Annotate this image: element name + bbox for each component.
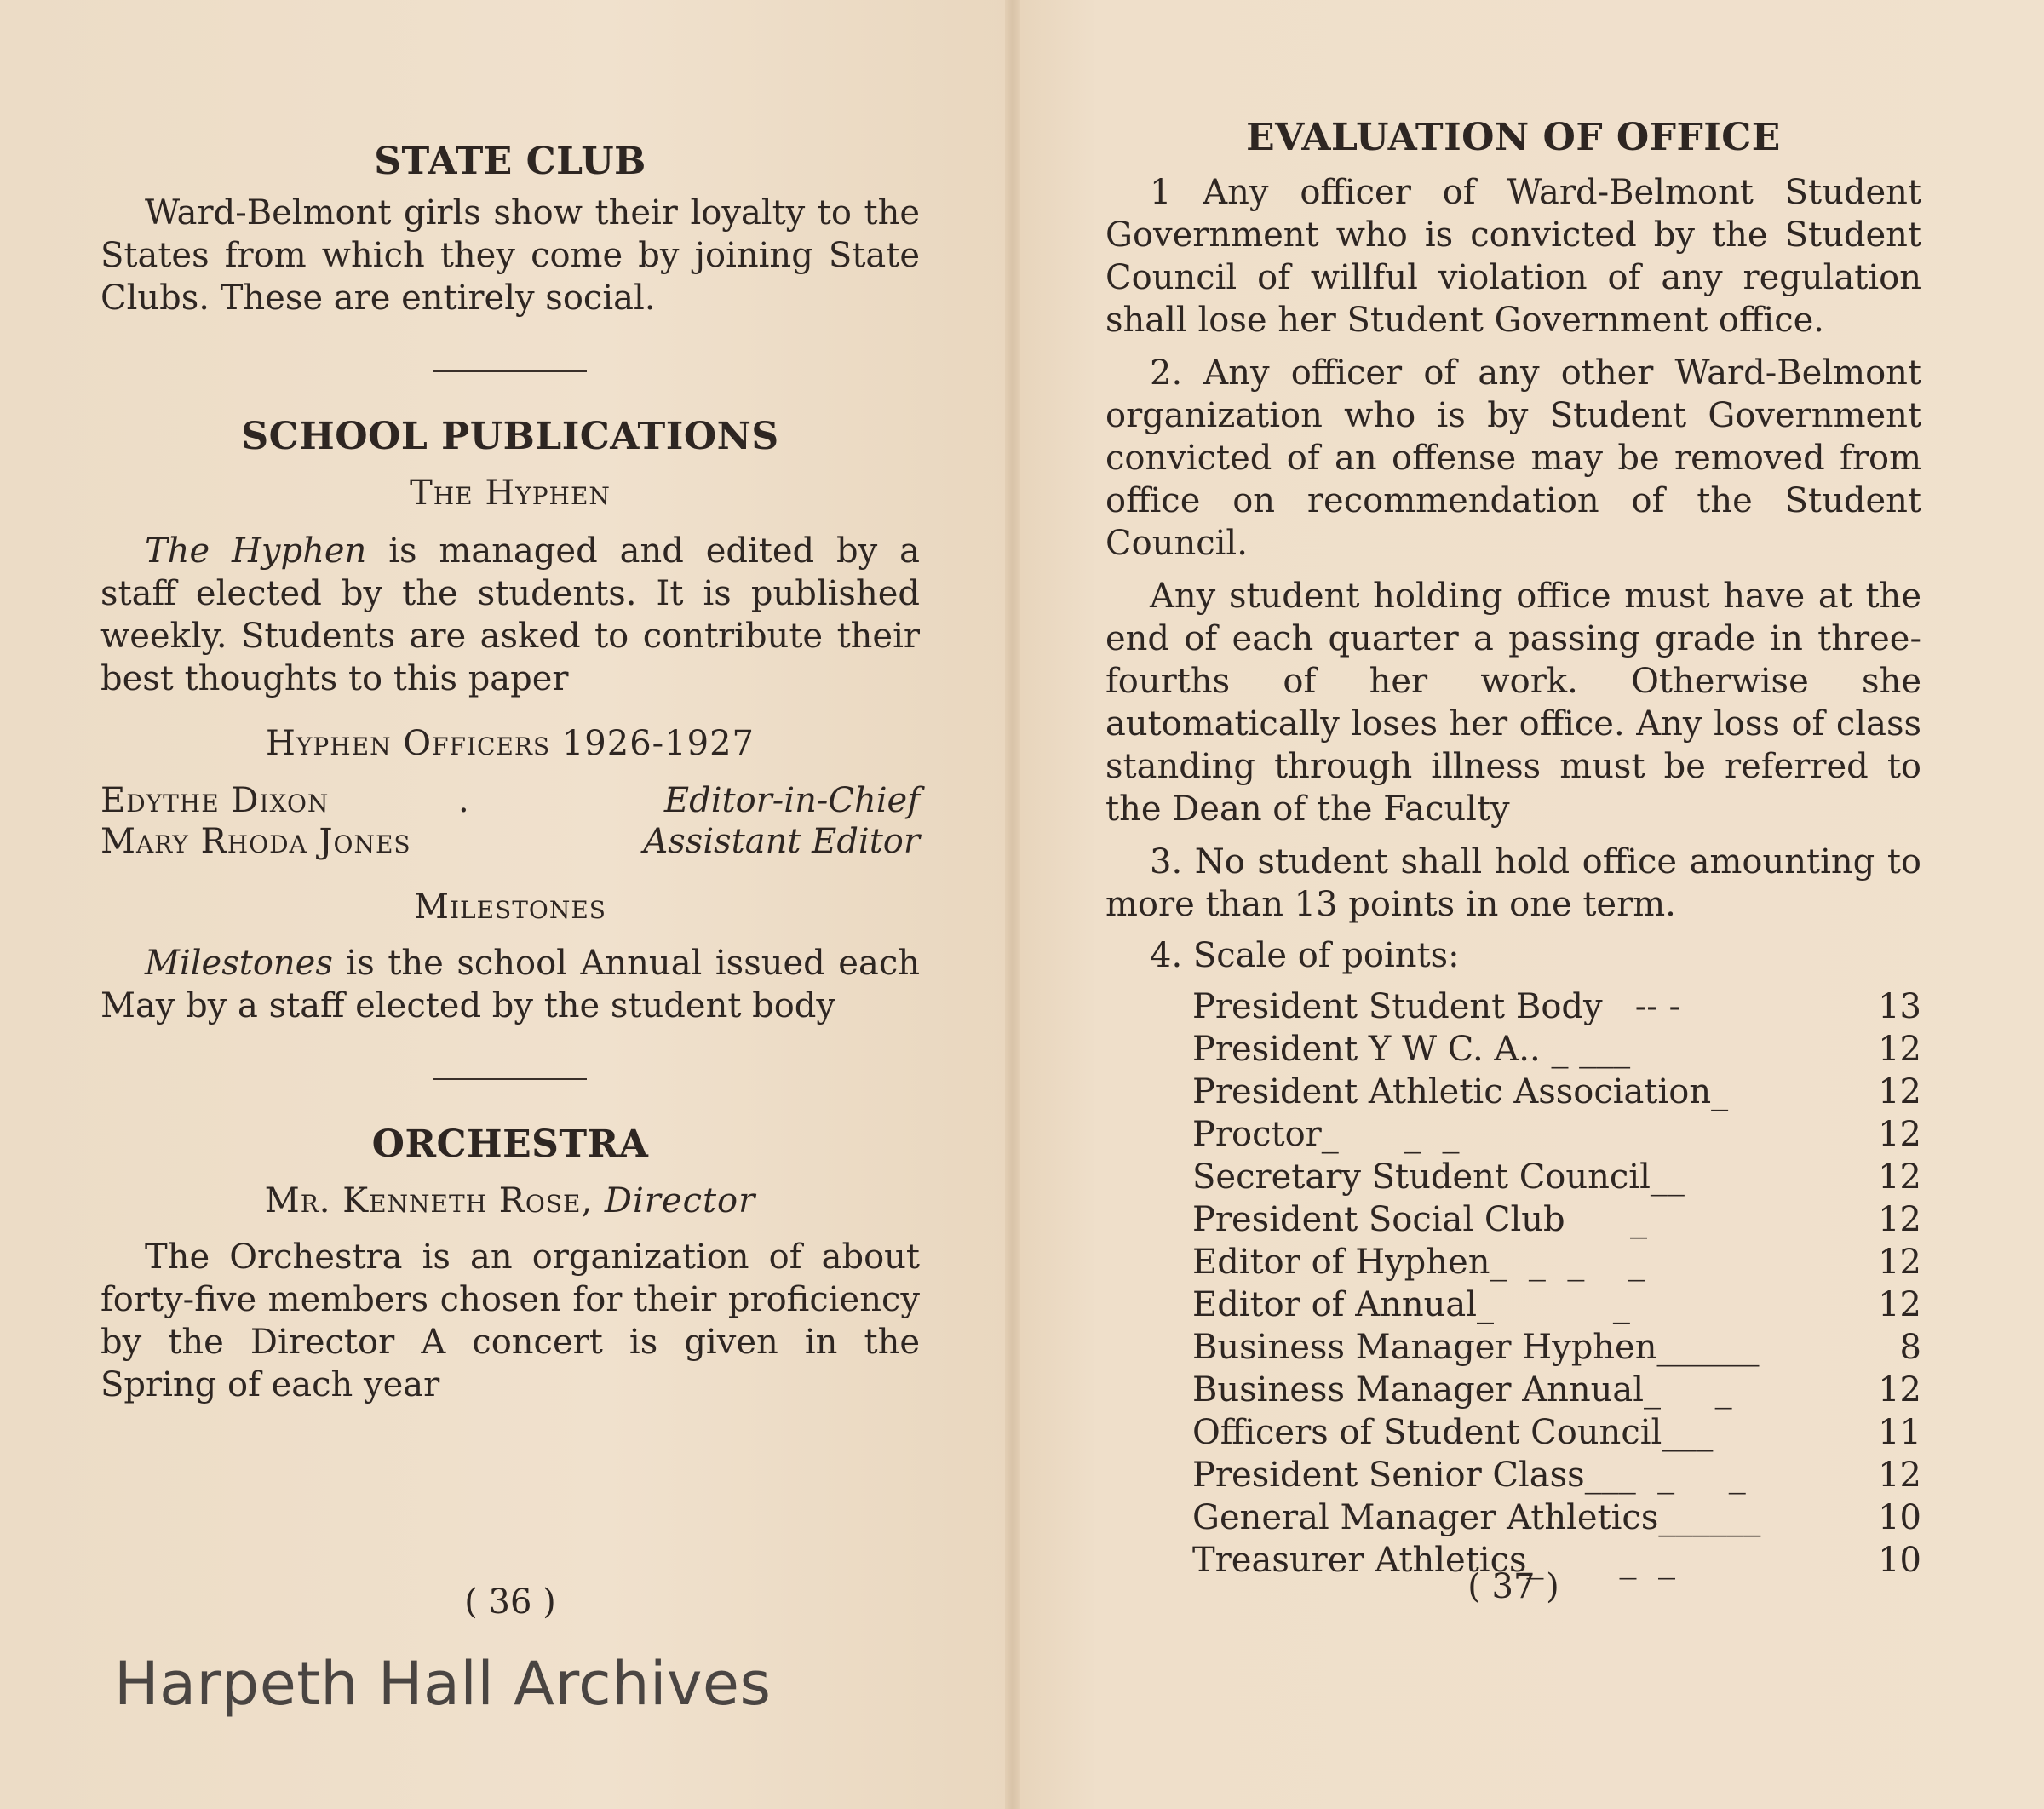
archive-watermark: Harpeth Hall Archives	[114, 1649, 772, 1719]
scale-label: Editor of Annual	[1192, 1285, 1478, 1324]
hyphen-subheading: The Hyphen	[410, 474, 611, 513]
milestones-subheading: Milestones	[414, 887, 606, 927]
orchestra-heading: ORCHESTRA	[371, 1123, 649, 1166]
page-number-right: ( 37 )	[1467, 1567, 1559, 1606]
officer-row	[100, 780, 920, 821]
left-page-content	[100, 128, 920, 1622]
scale-label: Secretary Student Council	[1192, 1157, 1651, 1197]
scale-leader: . _ ___	[1530, 1030, 1631, 1069]
scale-label: Business Manager Annual	[1192, 1370, 1645, 1410]
hyphen-officers-heading	[100, 724, 920, 763]
scale-leader: ______	[1656, 1328, 1760, 1367]
scale-leader: _	[1565, 1200, 1647, 1239]
scale-row	[1192, 1113, 1921, 1156]
scale-row	[1192, 1369, 1921, 1411]
scale-row	[1192, 1411, 1921, 1454]
officer-role: Editor-in-Chief	[663, 781, 920, 820]
section-divider	[433, 1078, 587, 1080]
scale-points: 12	[1878, 1243, 1921, 1282]
scale-points: 12	[1878, 1157, 1921, 1197]
milestones-description	[100, 942, 920, 1027]
scale-points: 12	[1878, 1200, 1921, 1239]
scale-points: 11	[1878, 1413, 1921, 1452]
scale-label: Editor of Hyphen	[1192, 1243, 1490, 1282]
scale-label: Proctor	[1192, 1115, 1322, 1154]
officer-separator: .	[458, 781, 469, 820]
scale-leader: _	[1711, 1072, 1729, 1111]
scale-heading: 4. Scale of points:	[1150, 936, 1460, 975]
officers-years: 1926-1927	[561, 724, 755, 763]
scale-row	[1192, 1028, 1921, 1071]
scale-points: 12	[1878, 1285, 1921, 1324]
state-club-heading: STATE CLUB	[374, 140, 646, 183]
scale-leader: ___ _ _	[1584, 1456, 1746, 1495]
hyphen-title: The Hyphen	[145, 531, 367, 571]
evaluation-paragraph: 1 Any officer of Ward-Belmont Student Government who is convicted by the Student Council of willful violation of any regulation shall lose her Student Government office.	[1105, 173, 1921, 340]
scale-leader: __	[1650, 1157, 1685, 1197]
scale-label: Treasurer Athletics	[1192, 1541, 1527, 1580]
scale-points: 10	[1878, 1541, 1921, 1580]
scale-points: 12	[1878, 1370, 1921, 1410]
scale-label: President Athletic Association	[1192, 1072, 1712, 1111]
orchestra-body: The Orchestra is an organization of about forty-five members chosen for their proficiency by the Director A concert is given in the Spring of each year	[100, 1238, 920, 1404]
scale-label: President Social Club	[1192, 1200, 1565, 1239]
scale-points: 12	[1878, 1456, 1921, 1495]
scale-points: 12	[1878, 1072, 1921, 1111]
scale-label: Officers of Student Council	[1192, 1413, 1662, 1452]
scale-row	[1192, 1198, 1921, 1241]
milestones-title: Milestones	[145, 944, 333, 983]
officer-name: Edythe Dixon	[100, 781, 330, 820]
scale-row	[1192, 1496, 1921, 1539]
evaluation-paragraph: 3. No student shall hold office amounting to more than 13 points in one term.	[1105, 842, 1921, 924]
director-name: Mr. Kenneth Rose,	[264, 1181, 594, 1220]
scale-leader: ___	[1662, 1413, 1714, 1452]
scale-row	[1192, 1284, 1921, 1326]
director-title: Director	[604, 1181, 756, 1220]
scale-row	[1192, 1326, 1921, 1369]
right-page-content	[1105, 116, 1921, 1606]
page-number-left: ( 36 )	[464, 1582, 556, 1622]
milestones-body: is the school Annual issued each May by a staff elected by the student body	[100, 944, 920, 1025]
scale-leader: _ _ _ _	[1490, 1243, 1645, 1282]
section-divider	[433, 370, 587, 372]
scale-row	[1192, 1156, 1921, 1198]
evaluation-paragraph: Any student holding office must have at the end of each quarter a passing grade in three-fourths of her work. Otherwise she automatically loses her office. Any loss of class standing through illness must be referred to the Dean of the Faculty	[1105, 577, 1921, 829]
scale-row	[1192, 1071, 1921, 1113]
scale-points: 13	[1878, 987, 1921, 1026]
scale-points: 8	[1899, 1328, 1921, 1367]
scale-leader: _ _	[1644, 1370, 1732, 1410]
book-gutter	[1005, 0, 1020, 1809]
officers-heading-label: Hyphen Officers	[266, 724, 551, 763]
officer-role: Assistant Editor	[643, 822, 920, 861]
scale-label: President Student Body	[1192, 987, 1603, 1026]
school-publications-heading: SCHOOL PUBLICATIONS	[241, 415, 779, 458]
scale-row	[1192, 1454, 1921, 1496]
hyphen-description	[100, 530, 920, 700]
scale-label: Business Manager Hyphen	[1192, 1328, 1657, 1367]
scale-leader: ______	[1658, 1498, 1761, 1537]
scale-points: 10	[1878, 1498, 1921, 1537]
scale-leader: _ _ _	[1321, 1115, 1460, 1154]
orchestra-director	[100, 1181, 920, 1220]
hyphen-body: is managed and edited by a staff elected by the students. It is published weekly. Students are asked to contribute their best thoughts to this paper	[100, 531, 920, 698]
evaluation-heading: EVALUATION OF OFFICE	[1246, 116, 1781, 159]
points-scale-table	[1192, 985, 1921, 1582]
scale-points: 12	[1878, 1030, 1921, 1069]
scale-row	[1192, 1241, 1921, 1284]
state-club-body: Ward-Belmont girls show their loyalty to the States from which they come by joining State Clubs. These are entirely social.	[100, 193, 920, 318]
scale-label: President Senior Class	[1192, 1456, 1585, 1495]
scale-label: President Y W C. A.	[1192, 1030, 1530, 1069]
evaluation-paragraph: 2. Any officer of any other Ward-Belmont organization who is by Student Government convicted of an offense may be removed from office on recommendation of the Student Council.	[1105, 353, 1921, 563]
officer-row	[100, 821, 920, 862]
scale-leader: _ _ _	[1526, 1541, 1675, 1580]
scale-leader: _ _	[1477, 1285, 1630, 1324]
scale-leader: -- -	[1602, 987, 1681, 1026]
scale-row	[1192, 985, 1921, 1028]
scale-points: 12	[1878, 1115, 1921, 1154]
scale-label: General Manager Athletics	[1192, 1498, 1659, 1537]
officers-list	[100, 780, 920, 862]
officer-name: Mary Rhoda Jones	[100, 822, 411, 861]
